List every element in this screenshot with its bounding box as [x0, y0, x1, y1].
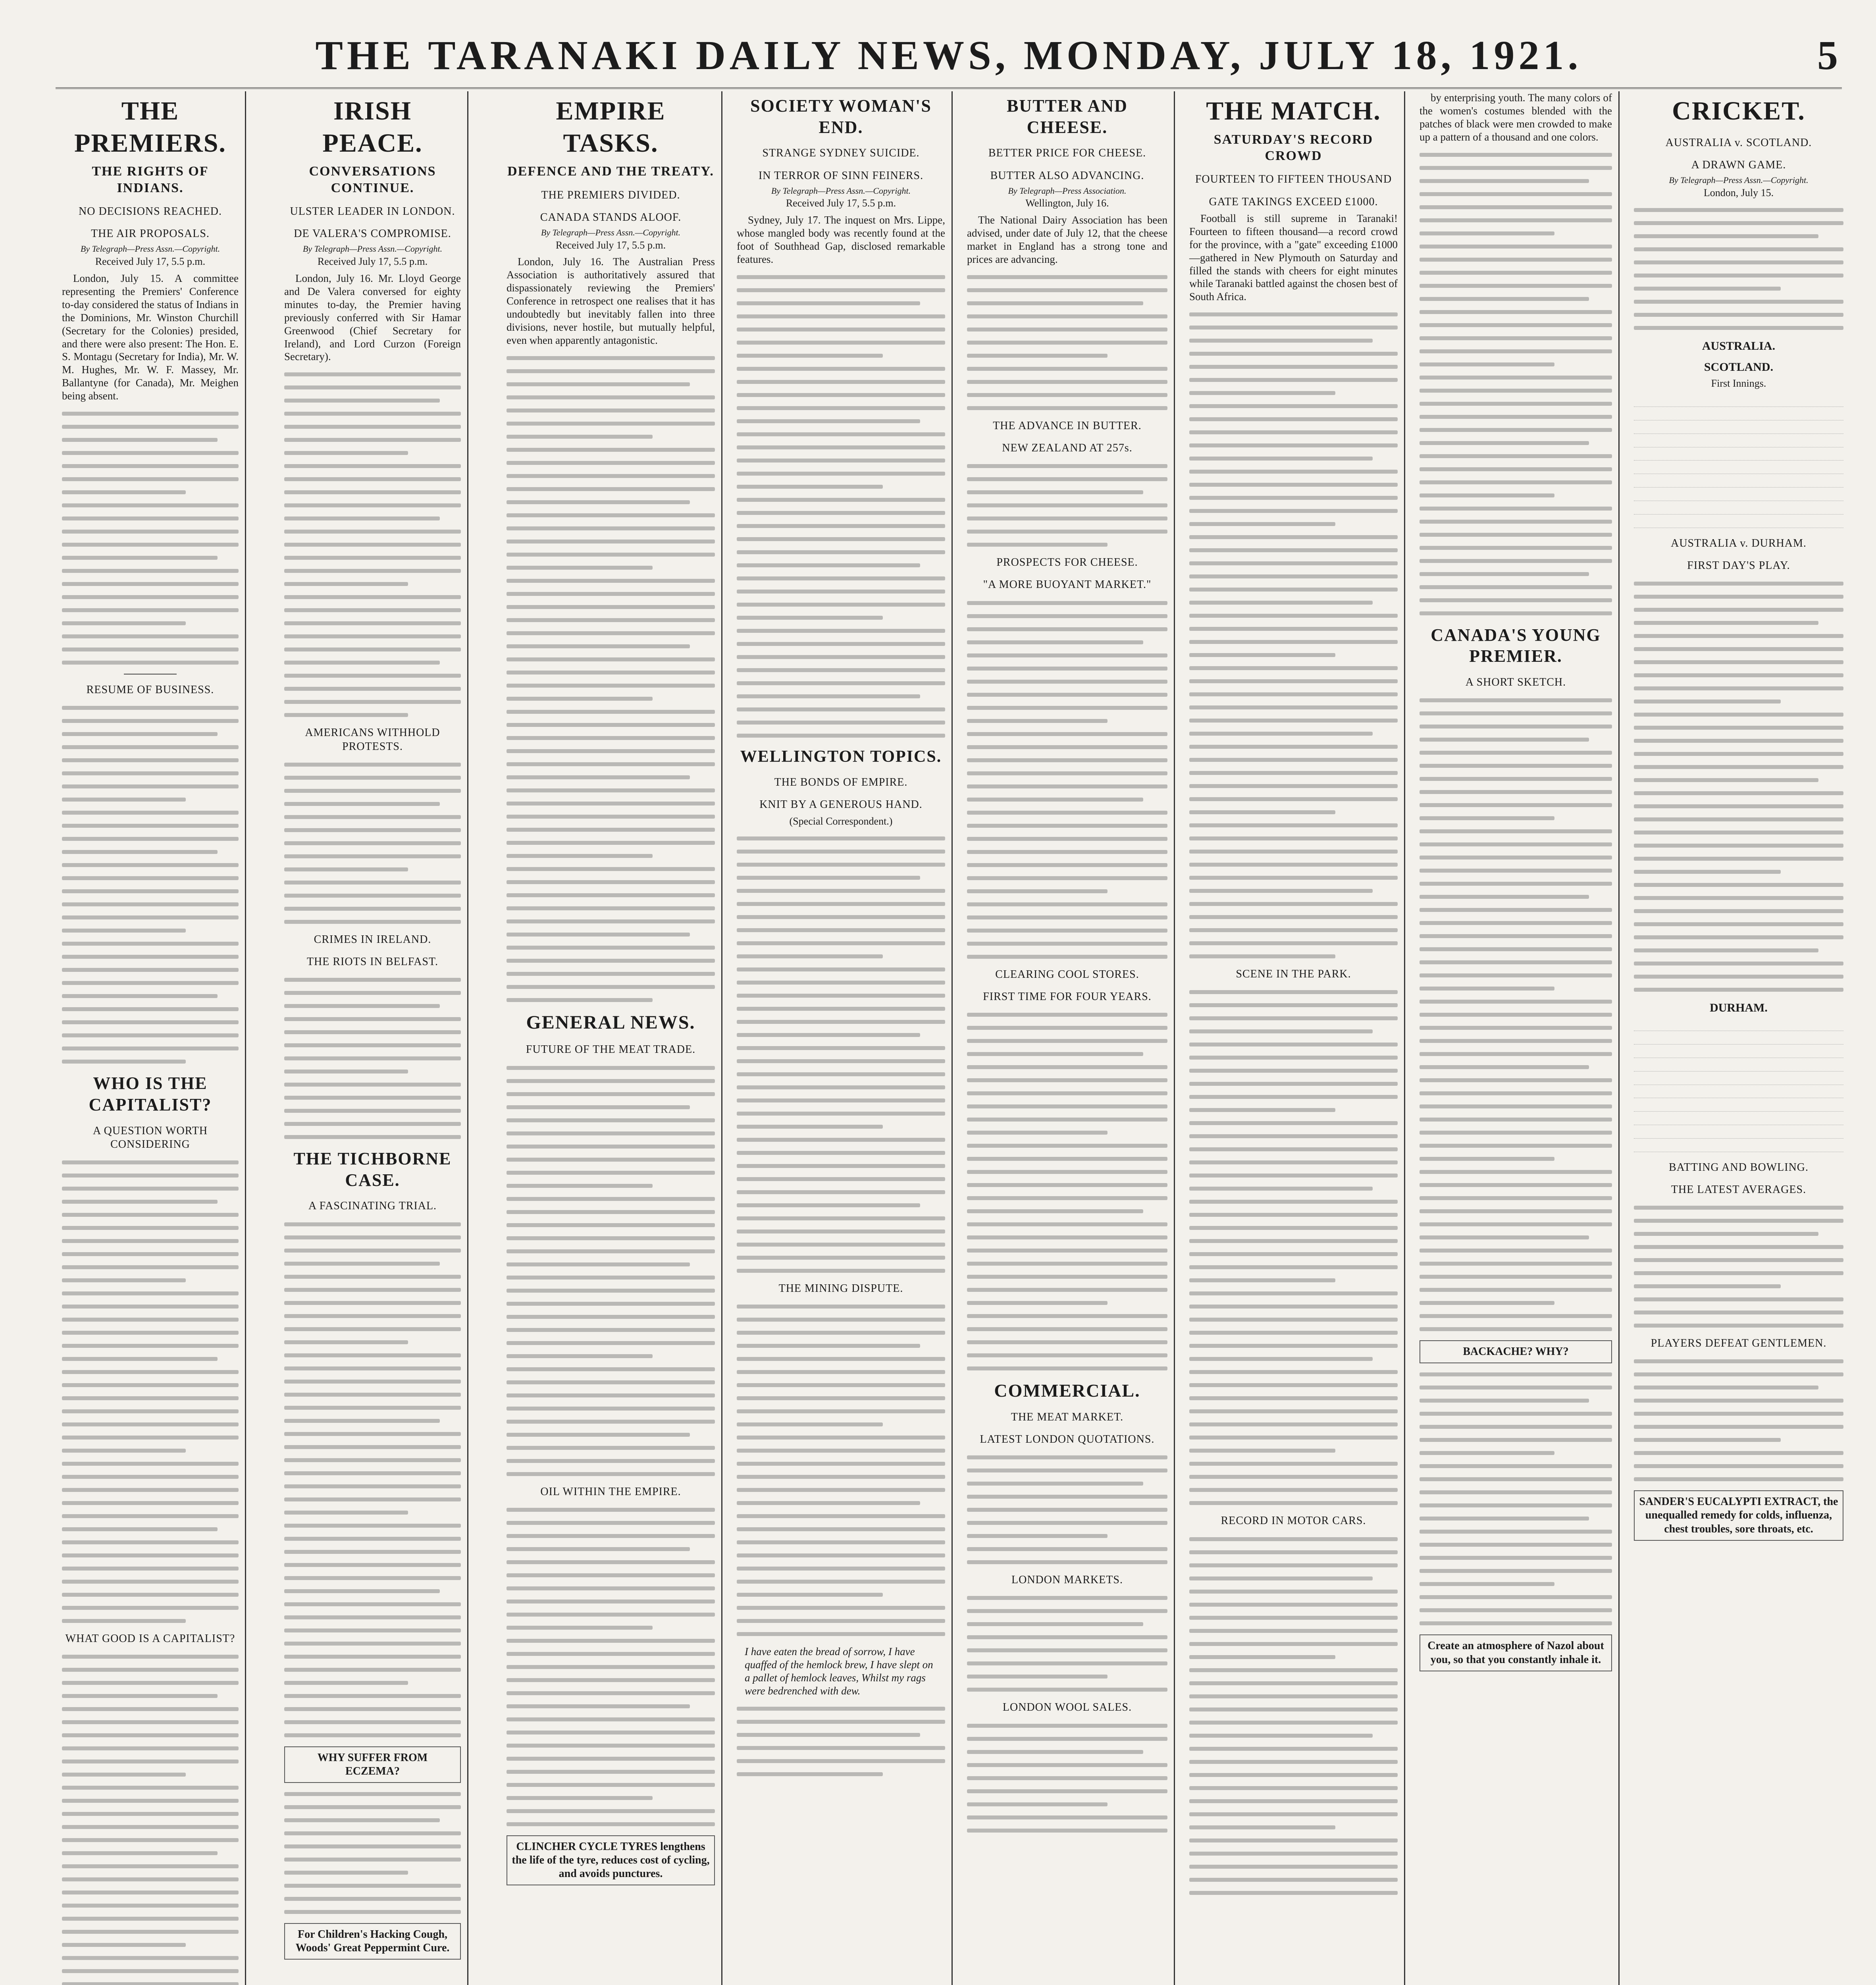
headline: COMMERCIAL.: [994, 1380, 1140, 1401]
subhead: THE RIGHTS OF INDIANS.: [92, 164, 209, 195]
byline: By Telegraph—Press Assn.—Copyright.: [1669, 175, 1809, 185]
text-block: [1634, 582, 1843, 992]
subhead: THE RIOTS IN BELFAST.: [306, 955, 439, 968]
subhead: A FASCINATING TRIAL.: [308, 1200, 437, 1212]
subhead: THE MINING DISPUTE.: [778, 1282, 903, 1295]
column-society-womans-end: [730, 91, 953, 1985]
advertisement: Create an atmosphere of Nazol about you, so that you constantly inhale it.: [1420, 1634, 1612, 1671]
headline: BUTTER AND CHEESE.: [1007, 96, 1128, 137]
correspondent-line: (Special Correspondent.): [789, 815, 893, 827]
subhead: CONVERSATIONS CONTINUE.: [309, 164, 436, 195]
text-block: [1420, 153, 1612, 615]
subhead: DEFENCE AND THE TREATY.: [507, 164, 714, 179]
received-line: Received July 17, 5.5 p.m.: [786, 197, 896, 209]
subhead: DE VALERA'S COMPROMISE.: [294, 227, 451, 240]
text-block: [737, 1305, 945, 1636]
text-block: [507, 1066, 715, 1476]
subhead: LONDON WOOL SALES.: [1002, 1701, 1132, 1714]
headline: WELLINGTON TOPICS.: [740, 747, 942, 766]
text-block: [737, 1707, 945, 1776]
column-empire-tasks: [500, 91, 722, 1985]
text-block: [1634, 1206, 1843, 1328]
text-block: [1420, 698, 1612, 1331]
text-block: [967, 1455, 1167, 1564]
subhead: CLEARING COOL STORES.: [995, 968, 1139, 981]
text-block: [737, 275, 945, 738]
subhead: THE ADVANCE IN BUTTER.: [993, 419, 1142, 432]
headline: THE TICHBORNE CASE.: [293, 1149, 452, 1190]
text-block: [284, 372, 461, 717]
text-block: [1420, 1372, 1612, 1625]
team-heading: AUSTRALIA.: [1702, 339, 1776, 353]
article-text: by enterprising youth. The many colors of the women's costumes blended with the patches of black were men crowded to make up a pattern of a thousand and one colors.: [1420, 92, 1612, 143]
dateline: Wellington, July 16.: [1025, 197, 1109, 209]
byline: By Telegraph—Press Assn.—Copyright.: [771, 185, 911, 196]
byline: By Telegraph—Press Assn.—Copyright.: [80, 244, 220, 254]
text-block: [1189, 312, 1398, 958]
subhead: SATURDAY'S RECORD CROWD: [1213, 132, 1373, 163]
text-block: [1189, 1537, 1398, 1895]
headline: EMPIRE TASKS.: [556, 96, 666, 158]
text-block: [284, 978, 461, 1139]
innings-label: First Innings.: [1711, 377, 1766, 389]
column-canadas-premier: [1413, 91, 1620, 1985]
subhead: AUSTRALIA v. SCOTLAND.: [1665, 136, 1812, 149]
subhead: THE MEAT MARKET.: [1011, 1411, 1124, 1423]
subhead: RESUME OF BUSINESS.: [86, 684, 214, 696]
article-text: London, July 16. Mr. Lloyd George and De Valera conversed for eighty minutes to-day, the Premier having previously conferred with Sir Hamar Greenwood (Chief Secretary for Ireland), and Lord Curzon (Foreign Secretary).: [284, 272, 461, 363]
text-block: [967, 1596, 1167, 1692]
byline: By Telegraph—Press Association.: [1008, 185, 1127, 196]
subhead: NEW ZEALAND AT 257s.: [1002, 442, 1133, 455]
byline: By Telegraph—Press Assn.—Copyright.: [302, 244, 443, 254]
subhead: OIL WITHIN THE EMPIRE.: [540, 1485, 681, 1498]
headline: IRISH PEACE.: [322, 96, 423, 158]
column-irish-peace: [278, 91, 468, 1985]
subhead: A SHORT SKETCH.: [1465, 676, 1566, 689]
subhead: ULSTER LEADER IN LONDON.: [290, 205, 455, 218]
text-block: [967, 1013, 1167, 1370]
team-heading: DURHAM.: [1710, 1001, 1768, 1014]
byline: By Telegraph—Press Assn.—Copyright.: [541, 227, 681, 237]
headline: CRICKET.: [1672, 96, 1805, 125]
subhead: IN TERROR OF SINN FEINERS.: [758, 169, 924, 182]
text-block: [507, 1508, 715, 1826]
subhead: PLAYERS DEFEAT GENTLEMEN.: [1651, 1337, 1827, 1350]
subhead: NO DECISIONS REACHED.: [79, 205, 222, 218]
headline: SOCIETY WOMAN'S END.: [750, 96, 932, 137]
received-line: Received July 17, 5.5 p.m.: [95, 256, 206, 268]
subhead: AMERICANS WITHHOLD PROTESTS.: [305, 727, 440, 753]
text-block: [967, 275, 1167, 410]
subhead: GATE TAKINGS EXCEED £1000.: [1209, 195, 1378, 208]
subhead: THE PREMIERS DIVIDED.: [541, 189, 680, 201]
subhead: LONDON MARKETS.: [1011, 1574, 1123, 1586]
headline: THE PREMIERS.: [74, 96, 226, 158]
subhead: BATTING AND BOWLING.: [1668, 1161, 1809, 1174]
article-text: Football is still supreme in Taranaki! Fourteen to fifteen thousand—a record crowd for the province, with a "gate" exceeding £1000—gathered in New Plymouth on Saturday and filled the stands with cheers for eight minutes while Taranaki battled against the chosen best of South Africa.: [1189, 212, 1398, 303]
text-block: [62, 412, 239, 665]
dateline: London, July 15.: [1703, 187, 1774, 198]
text-block: [1189, 990, 1398, 1505]
headline: WHO IS THE CAPITALIST?: [89, 1073, 212, 1115]
article-text: Sydney, July 17. The inquest on Mrs. Lippe, whose mangled body was recently found at the foot of Southhead Gap, disclosed remarkable features.: [737, 214, 945, 266]
advertisement: BACKACHE? WHY?: [1420, 1340, 1612, 1363]
article-text: London, July 16. The Australian Press Association is authoritatively assured that dispassionately reviewing the Premiers' Conference in retrospect one realises that it has undoubtedly but inevitably fallen into three divisions, never hostile, but mutually helpful, even when apparently antagonistic.: [507, 256, 715, 346]
headline: THE MATCH.: [1206, 96, 1381, 125]
received-line: Received July 17, 5.5 p.m.: [555, 239, 666, 251]
column-cricket: [1628, 91, 1850, 1985]
subhead: RECORD IN MOTOR CARS.: [1221, 1515, 1366, 1527]
text-block: [967, 1724, 1167, 1833]
text-block: [284, 1792, 461, 1914]
subhead: BUTTER ALSO ADVANCING.: [990, 169, 1144, 182]
text-block: [507, 356, 715, 1002]
received-line: Received July 17, 5.5 p.m.: [317, 256, 428, 268]
column-premiers: [56, 91, 246, 1985]
advertisement: CLINCHER CYCLE TYRES lengthens the life of the tyre, reduces cost of cycling, and avoids punctures.: [507, 1835, 715, 1885]
subhead: A DRAWN GAME.: [1691, 158, 1786, 171]
page-number: 5: [1817, 33, 1838, 78]
subhead: LATEST LONDON QUOTATIONS.: [980, 1433, 1155, 1446]
text-block: [62, 1160, 239, 1623]
team-heading: SCOTLAND.: [1704, 360, 1774, 374]
masthead: [56, 28, 1842, 89]
subhead: THE LATEST AVERAGES.: [1671, 1183, 1807, 1196]
subhead: THE AIR PROPOSALS.: [91, 227, 210, 240]
newspaper-title: THE TARANAKI DAILY NEWS, MONDAY, JULY 18, 1921.: [315, 33, 1582, 78]
subhead: SCENE IN THE PARK.: [1236, 968, 1351, 981]
advertisement: WHY SUFFER FROM ECZEMA?: [284, 1746, 461, 1783]
column-the-match: [1183, 91, 1405, 1985]
text-block: [967, 464, 1167, 547]
headline: GENERAL NEWS.: [526, 1012, 695, 1033]
text-block: [737, 836, 945, 1273]
text-block: [62, 706, 239, 1064]
article-text: The National Dairy Association has been advised, under date of July 12, that the cheese market in England has a strong tone and prices are advancing.: [967, 214, 1167, 266]
subhead: FIRST TIME FOR FOUR YEARS.: [983, 990, 1152, 1003]
text-block: [284, 763, 461, 924]
subhead: CRIMES IN IRELAND.: [314, 933, 431, 946]
headline: CANADA'S YOUNG PREMIER.: [1431, 625, 1601, 666]
scorecard: [1634, 1018, 1843, 1152]
subhead: STRANGE SYDNEY SUICIDE.: [762, 147, 920, 160]
subhead: AUSTRALIA v. DURHAM.: [1671, 537, 1807, 549]
subhead: "A MORE BUOYANT MARKET.": [983, 578, 1152, 591]
scorecard: [1634, 393, 1843, 528]
subhead: A QUESTION WORTH CONSIDERING: [92, 1124, 208, 1151]
text-block: [62, 1655, 239, 1985]
advertisement: SANDER'S EUCALYPTI EXTRACT, the unequalled remedy for colds, influenza, chest troubles, sore throats, etc.: [1634, 1490, 1843, 1540]
subhead: FUTURE OF THE MEAT TRADE.: [526, 1043, 696, 1056]
text-block: [284, 1222, 461, 1737]
subhead: WHAT GOOD IS A CAPITALIST?: [65, 1632, 235, 1645]
subhead: CANADA STANDS ALOOF.: [540, 211, 682, 224]
advertisement: For Children's Hacking Cough, Woods' Great Peppermint Cure.: [284, 1923, 461, 1960]
subhead: FOURTEEN TO FIFTEEN THOUSAND: [1195, 173, 1392, 186]
column-butter-cheese: [961, 91, 1175, 1985]
subhead: PROSPECTS FOR CHEESE.: [996, 556, 1138, 569]
subhead: BETTER PRICE FOR CHEESE.: [988, 147, 1146, 160]
text-block: [967, 601, 1167, 959]
article-text: London, July 15. A committee representing the Premiers' Conference to-day considered the status of Indians in the Dominions, Mr. Winston Churchill (Secretary for the Colonies) presided, and there were also present: The Hon. E. S. Montagu (Secretary for India), Mr. W. M. Hughes, Mr. W. F. Massey, Mr. Ballantyne (for Canada), Mr. Meighen being absent.: [62, 272, 239, 402]
subhead: FIRST DAY'S PLAY.: [1687, 559, 1790, 572]
subhead: THE BONDS OF EMPIRE.: [774, 776, 908, 789]
subhead: KNIT BY A GENEROUS HAND.: [759, 798, 923, 811]
text-block: [1634, 1359, 1843, 1481]
poem: I have eaten the bread of sorrow, I have quaffed of the hemlock brew, I have slept on a pallet of hemlock leaves, Whilst my rags were bedrenched with dew.: [745, 1646, 933, 1697]
text-block: [1634, 208, 1843, 330]
